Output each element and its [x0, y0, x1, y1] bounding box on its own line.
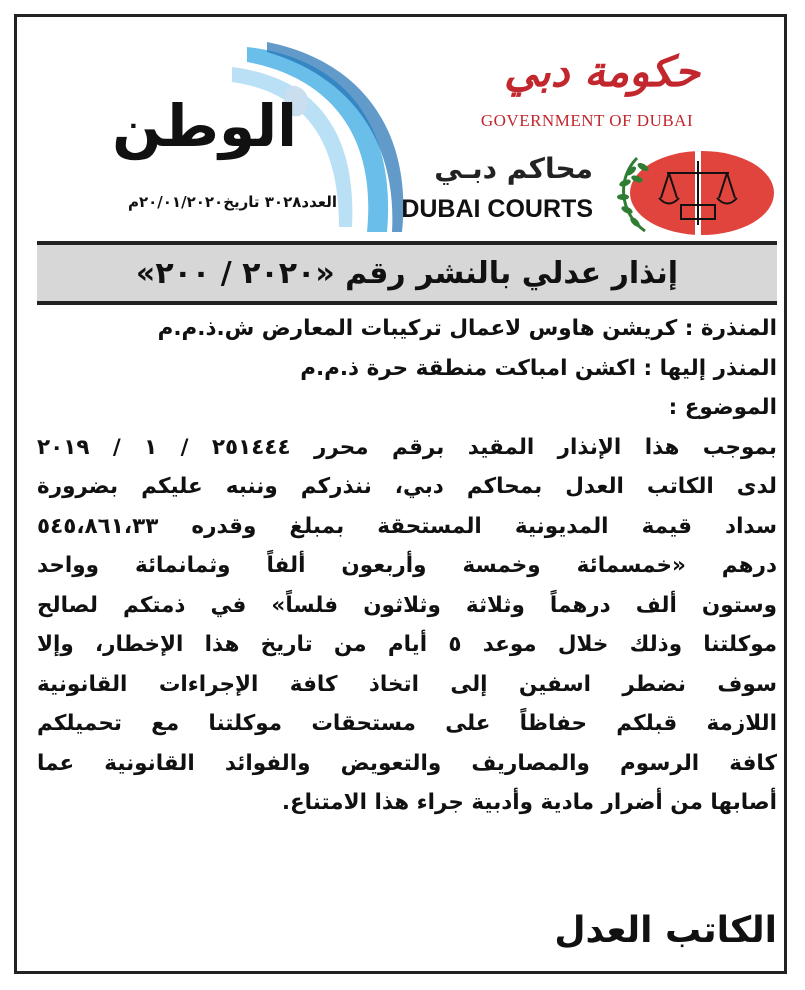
body-line-last: أصابها من أضرار مادية وأدبية جراء هذا الامتناع. — [281, 790, 777, 815]
courts-name-english: DUBAI COURTS — [401, 195, 593, 223]
body-line: كافة الرسوم والمصاريف والتعويض والفوائد القانونية عما — [37, 750, 777, 776]
notice-title-band — [37, 241, 777, 305]
body-line: بموجب هذا الإنذار المقيد برقم محرر ٢٥١٤٤٤ / ١ / ٢٠١٩ — [37, 434, 777, 460]
notice-body — [37, 309, 777, 823]
subject-label: الموضوع : — [668, 395, 777, 420]
header — [17, 17, 784, 239]
body-line: لدى الكاتب العدل بمحاكم دبي، ننذركم وننبه عليكم بضرورة — [37, 474, 777, 499]
notifier-line: المنذرة : كريشن هاوس لاعمال تركيبات المعارض ش.ذ.م.م — [157, 316, 777, 341]
notified-party-line: المنذر إليها : اكشن امباكت منطقة حرة ذ.م.م — [300, 355, 777, 381]
body-line: موكلتنا وذلك خلال موعد ٥ أيام من تاريخ هذا الإخطار، وإلا — [37, 632, 777, 657]
notice-frame — [14, 14, 787, 974]
body-line: سوف نضطر اسفين إلى اتخاذ كافة الإجراءات القانونية — [37, 671, 777, 697]
body-line: وستون ألف درهماً وثلاثة وثلاثون فلساً» في ذمتكم لصالح — [37, 592, 777, 618]
body-line: اللازمة قبلكم حفاظاً على مستحقات موكلتنا مع تحميلكم — [37, 711, 777, 736]
dubai-courts-emblem-icon — [597, 143, 777, 239]
body-line: درهم «خمسمائة وخمسة وأربعون ألفاً وثمانمائة وواحد — [37, 553, 777, 578]
newspaper-name: الوطن — [112, 92, 297, 160]
notice-title: إنذار عدلي بالنشر رقم «٢٠٢٠ / ٢٠٠» — [135, 255, 679, 291]
government-logo-english: GOVERNMENT OF DUBAI — [480, 111, 694, 130]
signature: الكاتب العدل — [554, 910, 777, 951]
body-line: سداد قيمة المديونية المستحقة بمبلغ وقدره ٥٤٥،٨٦١،٣٣ — [37, 513, 777, 539]
courts-name-arabic: محاكم دبـي — [434, 152, 593, 185]
government-logo-arabic: حكومة دبي — [504, 47, 700, 96]
issue-date: العدد٣٠٢٨ تاريخ٢٠/٠١/٢٠٢٠م — [127, 193, 337, 211]
